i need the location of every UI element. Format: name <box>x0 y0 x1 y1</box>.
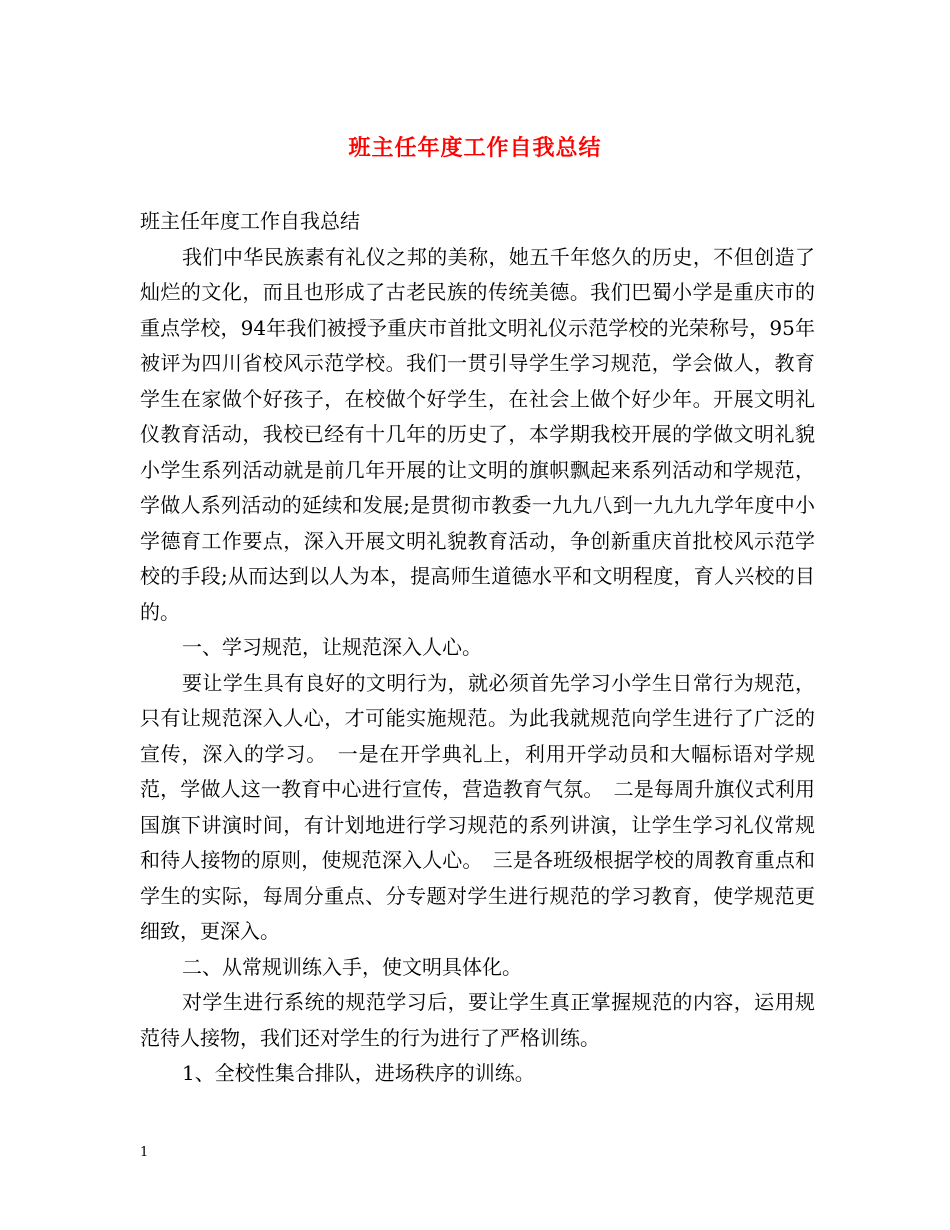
section-heading-2: 二、从常规训练入手，使文明具体化。 <box>182 954 522 979</box>
page-number: 1 <box>140 1145 149 1160</box>
document-subtitle: 班主任年度工作自我总结 <box>140 209 360 233</box>
document-body <box>140 204 815 1092</box>
paragraph-section-1: 要让学生具有良好的文明行为，就必须首先学习小学生日常行为规范，只有让规范深入人心，才可能实施规范。为此我就规范向学生进行了广泛的宣传，深入的学习。 一是在开学典礼上，利用开学动员和大幅标语对学规范，学做人这一教育中心进行宣传，营造教育气氛。 二是每周升旗仪式利用国旗下讲演时间，有计划地进行学习规范的系列讲演，让学生学习礼仪常规和待人接物的原则，使规范深入人心。 三是各班级根据学校的周教育重点和学生的实际，每周分重点、分专题对学生进行规范的学习教育，使学规范更细致，更深入。 <box>140 670 815 943</box>
list-item-1: 1、全校性集合排队，进场秩序的训练。 <box>182 1061 535 1085</box>
section-heading-1: 一、学习规范，让规范深入人心。 <box>182 635 482 659</box>
paragraph-intro: 我们中华民族素有礼仪之邦的美称，她五千年悠久的历史，不但创造了灿烂的文化，而且也形成了古老民族的传统美德。我们巴蜀小学是重庆市的重点学校，94年我们被授予重庆市首批文明礼仪示范学校的光荣称号，95年被评为四川省校风示范学校。我们一贯引导学生学习规范，学会做人，教育学生在家做个好孩子，在校做个好学生，在社会上做个好少年。开展文明礼仪教育活动，我校已经有十几年的历史了，本学期我校开展的学做文明礼貌小学生系列活动就是前几年开展的让文明的旗帜飘起来系列活动和学规范，学做人系列活动的延续和发展;是贯彻市教委一九九八到一九九九学年度中小学德育工作要点，深入开展文明礼貌教育活动，争创新重庆首批校风示范学校的手段;从而达到以人为本，提高师生道德水平和文明程度，育人兴校的目的。 <box>140 244 815 624</box>
paragraph-section-2: 对学生进行系统的规范学习后，要让学生真正掌握规范的内容，运用规范待人接物，我们还对学生的行为进行了严格训练。 <box>140 990 815 1050</box>
document-title: 班主任年度工作自我总结 <box>348 135 602 161</box>
